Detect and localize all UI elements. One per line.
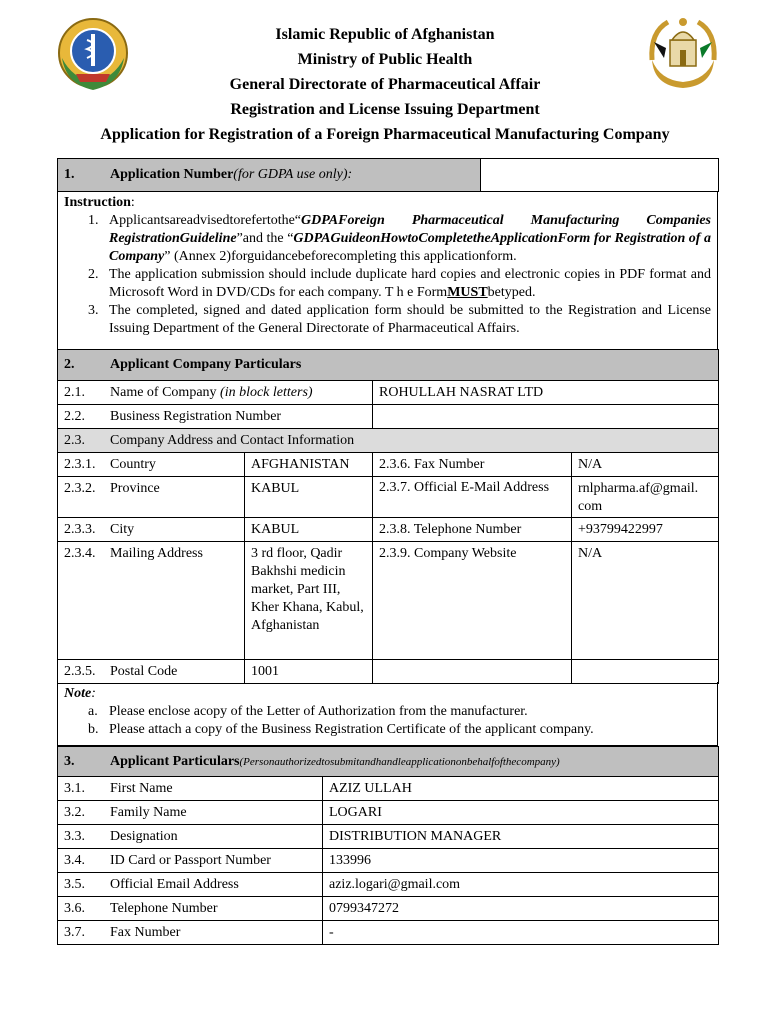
note-item: b. Please attach a copy of the Business Registration Certificate of the applicant company. [88,722,594,737]
applicant-fax-value[interactable]: - [323,921,719,945]
fax-number-label: 2.3.6. Fax Number [373,453,572,477]
table-row [58,801,719,825]
country-value[interactable]: AFGHANISTAN [245,453,373,477]
instruction-label: Instruction [64,195,131,210]
section-2-header: 2. Applicant Company Particulars [58,350,719,381]
header-ministry: Ministry of Public Health [297,51,473,68]
form-title: Application for Registration of a Foreign Pharmaceutical Manufacturing Company [100,126,670,143]
note-label: Note [64,686,92,701]
postal-code-value[interactable]: 1001 [245,660,373,684]
country-label: 2.3.1. Country [58,453,245,477]
instruction-item: 3. The completed, signed and dated application form should be submitted to the Registration and License Issuing Department of the General Directorate of Pharmaceutical Affairs. [88,303,711,336]
instruction-item: 2. The application submission should include duplicate hard copies and electronic copies in PDF format and Microsoft Word in DVD/CDs for each company. T h e FormMUSTbetyped. [88,267,711,300]
company-website-label: 2.3.9. Company Website [373,542,572,660]
official-email-label: 2.3.7. Official E-Mail Address [373,477,572,518]
province-label: 2.3.2. Province [58,477,245,518]
instruction-item: 1. Applicantsareadvisedtorefertothe“GDPAForeign Pharmaceutical Manufacturing Companies RegistrationGuideline”and the “GDPAGuideonHowtoCompletetheApplicationForm for Registration of a Company” (Annex 2)forguidancebeforecompleting this applicationform. [88,213,711,264]
designation-label: 3.3. Designation [58,825,323,849]
city-value[interactable]: KABUL [245,518,373,542]
section-2-table [57,349,719,684]
application-number-field[interactable] [481,159,719,192]
telephone-number-value[interactable]: +93799422997 [572,518,719,542]
section-3-table [57,746,719,945]
first-name-label: 3.1. First Name [58,777,323,801]
business-registration-value[interactable] [373,405,719,429]
province-value[interactable]: KABUL [245,477,373,518]
header-department: Registration and License Issuing Department [230,101,540,118]
designation-value[interactable]: DISTRIBUTION MANAGER [323,825,719,849]
mailing-address-value[interactable]: 3 rd floor, Qadir Bakhshi medicin market, Part III, Kher Khana, Kabul, Afghanistan [245,542,373,660]
note-item: a. Please enclose acopy of the Letter of Authorization from the manufacturer. [88,704,528,719]
header-text-block [60,22,710,147]
document-header [0,0,768,150]
section-1-number: 1. [64,167,75,182]
note-box: Note: a. Please enclose acopy of the Letter of Authorization from the manufacturer. b. Please attach a copy of the Business Registration Certificate of the applicant company. [57,682,718,746]
table-row [58,921,719,945]
national-emblem-icon [644,12,722,90]
section-3-header: 3. Applicant Particulars(Personauthorizedtosubmitandhandleapplicationonbehalfofthecompany) [58,747,719,777]
telephone-number-label: 2.3.8. Telephone Number [373,518,572,542]
table-row [58,873,719,897]
table-row [58,849,719,873]
section-1-header [58,159,481,192]
fax-number-value[interactable]: N/A [572,453,719,477]
official-email-address-label: 3.5. Official Email Address [58,873,323,897]
header-country: Islamic Republic of Afghanistan [275,26,495,43]
official-email-value[interactable]: rnlpharma.af@gmail. com [572,477,719,518]
applicant-fax-label: 3.7. Fax Number [58,921,323,945]
section-2-title: Applicant Company Particulars [110,357,302,372]
instruction-box: Instruction: 1. Applicantsareadvisedtorefertothe“GDPAForeign Pharmaceutical Manufacturing Companies RegistrationGuideline”and the “GDPAGuideonHowtoCompletetheApplicationForm for Registration of a Company” (Annex 2)forguidancebeforecompleting this applicationform. 2. The application submission should include duplicate hard copies and electronic copies in PDF format and Microsoft Word in DVD/CDs for each company. T h e FormMUSTbetyped. 3. The completed, signed and dated application form should be submitted to the Registration and License Issuing Department of the General Directorate of Pharmaceutical Affairs. [57,191,718,350]
section-1-note: (for GDPA use only): [233,167,353,182]
id-card-value[interactable]: 133996 [323,849,719,873]
mailing-address-label: 2.3.4. Mailing Address [58,542,245,660]
section-3-note: (Personauthorizedtosubmitandhandleapplicationonbehalfofthecompany) [239,755,560,768]
empty-cell [572,660,719,684]
section-1-table [57,158,719,192]
header-directorate: General Directorate of Pharmaceutical Affair [229,76,541,93]
business-registration-label: 2.2. Business Registration Number [58,405,373,429]
company-name-value[interactable]: ROHULLAH NASRAT LTD [373,381,719,405]
family-name-value[interactable]: LOGARI [323,801,719,825]
postal-code-label: 2.3.5. Postal Code [58,660,245,684]
empty-cell [373,660,572,684]
company-website-value[interactable]: N/A [572,542,719,660]
first-name-value[interactable]: AZIZ ULLAH [323,777,719,801]
applicant-telephone-label: 3.6. Telephone Number [58,897,323,921]
section-1-title: Application Number [110,167,234,182]
official-email-address-value[interactable]: aziz.logari@gmail.com [323,873,719,897]
applicant-telephone-value[interactable]: 0799347272 [323,897,719,921]
family-name-label: 3.2. Family Name [58,801,323,825]
table-row [58,825,719,849]
city-label: 2.3.3. City [58,518,245,542]
table-row [58,897,719,921]
section-3-title: Applicant Particulars [110,753,240,769]
company-name-label: 2.1. Name of Company (in block letters) [58,381,373,405]
address-contact-subheader: 2.3. Company Address and Contact Information [58,429,719,453]
table-row [58,777,719,801]
id-card-label: 3.4. ID Card or Passport Number [58,849,323,873]
